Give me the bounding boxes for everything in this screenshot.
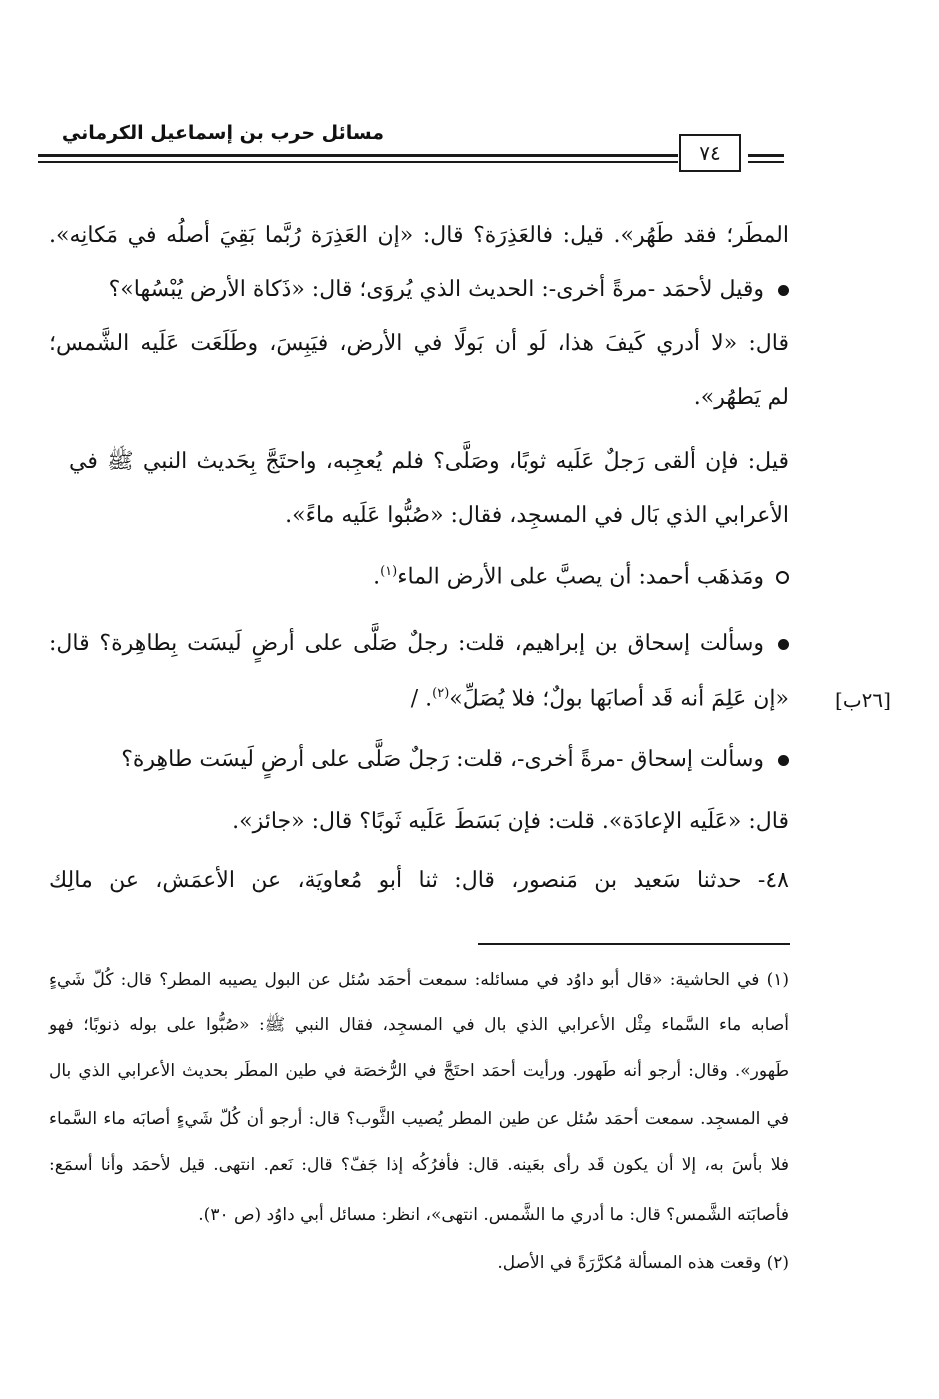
bullet-icon: [778, 285, 789, 296]
text-line: الأعرابي الذي بَال في المسجِد، فقال: «صُبُّوا عَلَيه ماءً».: [285, 503, 789, 528]
text-line: [49, 633, 789, 655]
footnote-line: (٢) وقعت هذه المسألة مُكرَّرَةً في الأصل.: [497, 1253, 789, 1273]
text-line: [49, 749, 789, 771]
text-line: قال: «لا أدري كَيفَ هذا، لَو أن بَولًا في الأرض، فيَبِسَ، وطَلَعَت عَلَيه الشَّمس؛: [49, 331, 789, 356]
bullet-icon: [778, 755, 789, 766]
text-line-end: .: [373, 564, 381, 590]
text-line-content: وسألت إسحاق -مرةً أخرى-، قلت: رَجلٌ صَلَّى على أرضٍ لَيسَت طاهِرة؟: [121, 747, 764, 772]
text-line-content: «إن عَلِمَ أنه قَد أصابَها بولٌ؛ فلا يُصَلِّ»: [449, 686, 789, 712]
text-line-content: ومَذهَب أحمد: أن يصبَّ على الأرض الماء: [397, 564, 764, 590]
text-line: لم يَطهُر».: [693, 385, 789, 410]
page-header: [0, 108, 939, 188]
manuscript-folio-note: [٢٦ب]: [835, 688, 891, 712]
header-rule-short-thick: [748, 154, 784, 157]
text-line-content: وسألت إسحاق بن إبراهيم، قلت: رجلٌ صَلَّى على أرضٍ لَيسَت بِطاهِرة؟ قال:: [49, 631, 764, 656]
footnote-line: في المسجِد. سمعت أحمَد سُئل عن طين المطر يُصيب الثَّوب؟ قال: أرجو أن كُلّ شَيءٍ أصابَه ماء السَّماء: [49, 1109, 789, 1129]
page-number: ٧٤: [679, 134, 741, 172]
footnote-marker: (٢): [432, 686, 450, 701]
bullet-icon: [778, 639, 789, 650]
running-title: مسائل حرب بن إسماعيل الكرماني: [61, 122, 384, 144]
header-rule-long-thin: [38, 161, 678, 163]
text-line: [49, 279, 789, 301]
footnote-separator: [478, 943, 790, 945]
footnote-marker: (١): [380, 564, 398, 579]
footnote-line: طَهور». وقال: أرجو أنه طَهور. ورأيت أحمَد احتَجَّ في الرُّخصَة في طين المطَر بحديث الأعرابي الذي بال: [49, 1061, 789, 1081]
header-rule-short-thin: [748, 161, 784, 163]
footnote-line: أصابه ماء السَّماء مِثْل الأعرابي الذي بال في المسجِد، فقال النبي ﷺ: «صُبُّوا على بوله ذنوبًا؛ فهو: [49, 1015, 789, 1035]
text-line: [49, 565, 789, 588]
hollow-bullet-icon: [776, 571, 789, 584]
footnote-line: فلا بأسَ به، إلا أن يكون قَد رأى بعَينه. قال: فأفرُكُه إذا جَفّ؟ قال: نَعم. انتهى. قيل لأحمَد وأنا أسمَع:: [49, 1155, 789, 1175]
text-line: ٤٨- حدثنا سَعيد بن مَنصور، قال: ثنا أبو مُعاويَة، عن الأعمَش، عن مالِك: [49, 868, 789, 893]
footnote-line: (١) في الحاشية: «قال أبو داوُد في مسائله: سمعت أحمَد سُئل عن البول يصيبه المطر؟ قال: كُلّ شَيءٍ: [49, 970, 789, 990]
footnote-line: فأصابَته الشَّمس؟ قال: ما أدري ما الشَّمس. انتهى»، انظر: مسائل أبي داوُد (ص ٣٠).: [198, 1205, 789, 1225]
text-line: [49, 687, 789, 710]
text-line: قال: «عَلَيه الإعادَة». قلت: فإن بَسَطَ عَلَيه ثَوبًا؟ قال: «جائز».: [232, 809, 789, 834]
header-rule-long-thick: [38, 154, 678, 157]
text-line: [69, 451, 789, 473]
text-line-content: وقيل لأحمَد -مرةً أخرى-: الحديث الذي يُروَى؛ قال: «ذَكاة الأرض يُبْسُها»؟: [108, 277, 764, 302]
text-line: المطَر؛ فقد طَهُر». قيل: فالعَذِرَة؟ قال: «إن العَذِرَة رُبَّما بَقِيَ أصلُه في مَكانِه».: [49, 223, 789, 248]
text-line-content: قيل: فإن ألقى رَجلٌ عَلَيه ثوبًا، وصَلَّى؟ فلم يُعجِبه، واحتَجَّ بِحَديث النبي ﷺ في: [69, 449, 789, 474]
text-line-end: . /: [410, 686, 433, 712]
